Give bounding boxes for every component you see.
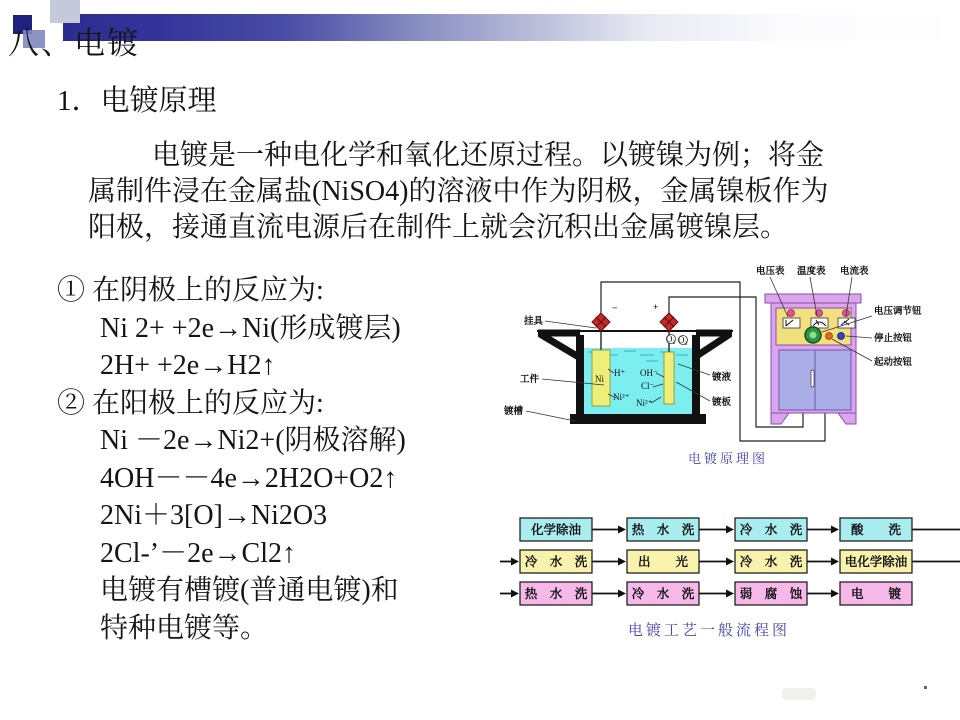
- principle-diagram-caption: 电镀原理图: [688, 451, 769, 466]
- ni-label: Ni: [595, 374, 604, 384]
- plus-terminal-label: +: [653, 303, 659, 313]
- reaction-line: ① 在阴极上的反应为:: [57, 275, 324, 306]
- reaction-line: 2H+ +2e→H2↑: [100, 350, 276, 381]
- reaction-list: [57, 272, 406, 647]
- h-ion-label: H⁺: [614, 368, 626, 378]
- flow-row-3: [500, 582, 912, 605]
- cl-ion-label: Cl⁻: [641, 381, 655, 391]
- flow-step-label: 电化学除油: [844, 555, 908, 569]
- scan-dot: [924, 686, 927, 689]
- cabinet-leg: [838, 413, 856, 424]
- reaction-line: ② 在阳极上的反应为:: [57, 387, 324, 419]
- flow-step-label: 电 镀: [850, 587, 902, 601]
- hanger-clamps: [592, 303, 678, 331]
- flow-step-label: 酸 洗: [850, 523, 902, 537]
- scan-smudge: [782, 688, 816, 700]
- section-subtitle: 1．电镀原理: [57, 85, 217, 117]
- intro-paragraph: [88, 138, 948, 246]
- flow-step-label: 冷 水 洗: [739, 523, 803, 537]
- flowchart-caption: 电镀工艺一般流程图: [628, 623, 791, 639]
- stop-button-label: 停止按钮: [874, 334, 913, 344]
- minus-terminal-label: −: [612, 304, 618, 314]
- principle-diagram: [500, 258, 960, 480]
- start-button[interactable]: [826, 333, 833, 340]
- o2-label: O₂: [678, 335, 688, 345]
- reaction-line: Ni 2+ +2e→Ni(形成镀层): [100, 312, 401, 344]
- reaction-line: 4OH－－4e→2H2O+O2↑: [100, 462, 398, 494]
- oxygen-bubbles: [666, 334, 688, 345]
- thermometer-label: 温度表: [797, 267, 826, 277]
- plate-label: 镀板: [712, 398, 732, 408]
- flow-step-label: 化学除油: [530, 523, 582, 537]
- flow-row-1: [520, 518, 960, 541]
- flow-step-label: 弱 腐 蚀: [739, 587, 803, 601]
- reaction-line: 2Ni＋3[O]→Ni2O3: [100, 500, 328, 531]
- start-button-label: 起动按钮: [874, 358, 913, 368]
- flow-step-label: 出 光: [637, 555, 689, 569]
- plating-tank: [570, 335, 706, 424]
- page-title: 八、电镀: [8, 26, 140, 61]
- door-handle: [811, 370, 814, 387]
- voltage-knob-label: 电压调节钮: [874, 307, 922, 317]
- hanger-label: 挂具: [524, 317, 544, 327]
- ammeter-label: 电流表: [840, 267, 869, 277]
- ni-ion-label: Ni²⁺: [636, 398, 653, 408]
- workpiece-label: 工件: [520, 375, 540, 385]
- oh-ion-label: OH⁻: [640, 368, 658, 378]
- solution-label: 镀液: [712, 373, 732, 383]
- nickel-plate-electrode: [664, 352, 674, 404]
- flow-row-2: [500, 550, 960, 573]
- tank-label: 镀槽: [504, 407, 524, 417]
- flow-step-label: 冷 水 洗: [524, 555, 588, 569]
- o2-label: O₂: [666, 334, 676, 344]
- reaction-line: 2Cl-’－2e→Cl2↑: [100, 537, 296, 569]
- flow-step-label: 冷 水 洗: [739, 555, 803, 569]
- indicator-lamp: [788, 310, 795, 317]
- cabinet-leg: [771, 413, 789, 424]
- paragraph-line: 属制件浸在金属盐(NiSO4)的溶液中作为阴极，金属镍板作为: [88, 176, 829, 207]
- reaction-line: 电镀有槽镀(普通电镀)和: [100, 575, 399, 606]
- flow-step-label: 热 水 洗: [524, 587, 588, 601]
- title-gradient-bar: [63, 14, 960, 41]
- voltage-knob-center: [810, 332, 817, 339]
- paragraph-line: 电镀是一种电化学和氧化还原过程。以镀镍为例；将金: [152, 140, 825, 171]
- flow-step-label: 热 水 洗: [631, 523, 695, 537]
- paragraph-line: 阳极，接通直流电源后在制件上就会沉积出金属镀镍层。: [88, 212, 789, 243]
- stop-button[interactable]: [838, 333, 845, 340]
- flow-step-label: 冷 水 洗: [631, 587, 695, 601]
- reaction-line: Ni －2e→Ni2+(阴极溶解): [100, 425, 406, 456]
- process-flowchart: [500, 512, 960, 647]
- ni-ion-label: Ni²⁺: [613, 392, 630, 402]
- voltmeter-label: 电压表: [756, 267, 785, 277]
- reaction-line: 特种电镀等。: [100, 612, 269, 644]
